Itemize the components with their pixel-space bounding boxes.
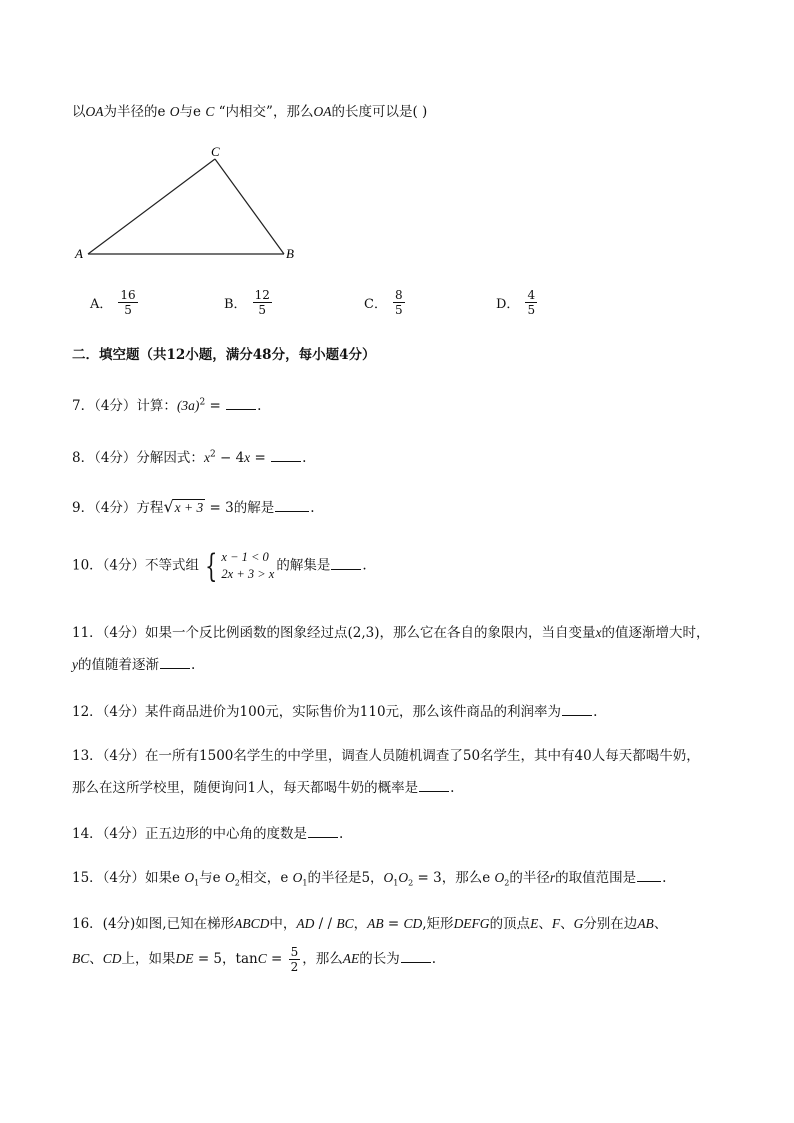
q15-sub-2: 2: [234, 878, 240, 888]
q15-circle-4: e: [482, 870, 491, 886]
option-d-den: 5: [527, 303, 536, 317]
q16-period: .: [431, 951, 437, 967]
q8-x2: x: [244, 450, 251, 465]
q15-mid4: ，那么: [441, 870, 483, 886]
q15-sub-3: 1: [302, 878, 308, 888]
vertex-c-label: C: [211, 144, 220, 159]
q12-period: .: [593, 704, 598, 720]
q15-r: r: [549, 870, 556, 885]
q15-period: .: [662, 870, 667, 886]
q16-p4: ,矩形: [422, 916, 454, 932]
question-13-line-2: [72, 776, 454, 796]
q15-o2-again: O: [494, 870, 505, 885]
option-b[interactable]: [224, 288, 274, 317]
q9-period: .: [310, 500, 315, 516]
q15-circle-3: e: [280, 870, 289, 886]
q11-line2-text: 的值随着逐渐: [78, 657, 159, 673]
q15-sub-1: 1: [194, 878, 200, 888]
q16-sep-2: 、: [560, 916, 574, 932]
q16-sep-3: 、: [89, 951, 103, 967]
q15-o1: O: [184, 870, 195, 885]
q13-line2: 那么在这所学校里，随便询问1人，每天都喝牛奶的概率是: [72, 780, 419, 796]
inequality-1: x − 1 < 0: [221, 550, 269, 564]
question-9: [72, 496, 315, 516]
q8-x: x: [203, 450, 210, 465]
q16-abcd: ABCD: [234, 916, 270, 931]
q11-mid: ，那么它在各自的象限内，当自变量: [379, 625, 596, 641]
q7-prefix: 7．（4分）计算：: [72, 398, 177, 414]
question-12: [72, 700, 597, 720]
q9-suffix: 的解是: [233, 500, 275, 516]
q16-l2-p1: 上，如果: [121, 951, 176, 967]
q16-ae: AE: [342, 951, 360, 966]
q16-tan-fraction: [289, 945, 301, 974]
q16-equals: =: [383, 916, 404, 932]
option-b-fraction: [253, 288, 272, 317]
q15-prefix: 15．（4分）如果: [72, 870, 173, 886]
q7-equals: =: [205, 398, 226, 414]
q15-mid1: 与: [199, 870, 213, 886]
q16-de: DE: [175, 951, 194, 966]
option-a[interactable]: [90, 288, 140, 317]
option-d-letter: D．: [496, 297, 520, 312]
q15-equals: = 3: [413, 870, 442, 886]
q11-var-x: x: [595, 625, 602, 640]
q15-circle-1: e: [172, 870, 181, 886]
question-11-line-1: [72, 621, 710, 641]
option-b-den: 5: [258, 303, 267, 317]
q11-point: (2,3): [347, 625, 380, 641]
q16-cd: CD: [403, 916, 423, 931]
q15-sub-6: 2: [504, 878, 510, 888]
sqrt-sign: √: [163, 497, 174, 516]
question-10: [72, 549, 367, 583]
q15-mid5: 的半径: [509, 870, 550, 886]
q15-o2: O: [224, 870, 235, 885]
q8-prefix: 8．（4分）分解因式：: [72, 450, 204, 466]
option-a-fraction: [118, 288, 137, 317]
vertex-b-label: B: [286, 246, 294, 261]
q8-minus-4: − 4: [215, 450, 245, 466]
q13-line1: 13．（4分）在一所有1500名学生的中学里，调查人员随机调查了50名学生，其中有40人每天都喝牛奶，: [72, 748, 700, 764]
q15-o1-again: O: [292, 870, 303, 885]
q16-frac-num: 5: [290, 945, 299, 959]
q8-period: .: [302, 450, 307, 466]
q6-c: C: [205, 104, 215, 119]
q6-text-1: 以: [72, 104, 86, 120]
q10-period: .: [362, 557, 367, 574]
q9-prefix: 9．（4分）方程: [72, 500, 164, 516]
q16-f: F: [551, 916, 561, 931]
question-16-line-1: [72, 912, 667, 932]
question-11-line-2: [72, 653, 195, 673]
question-7: [72, 394, 261, 414]
q16-frac-den: 2: [290, 960, 299, 974]
q15-sub-5: 2: [408, 878, 414, 888]
option-d-fraction: [525, 288, 537, 317]
q6-circle-symbol-2: e: [193, 104, 202, 120]
q16-p6: 分别在边: [583, 916, 638, 932]
q16-c: C: [257, 951, 267, 966]
inequality-system: [201, 549, 274, 583]
q9-equals: = 3: [205, 500, 234, 516]
option-c-den: 5: [394, 303, 403, 317]
option-b-num: 12: [254, 288, 270, 302]
q6-text-2: 为半径的: [103, 104, 158, 120]
question-13-line-1: [72, 744, 700, 764]
q16-p7: 、: [653, 916, 668, 932]
q10-suffix: 的解集是: [276, 557, 331, 574]
q16-p2: 中，: [269, 916, 297, 932]
q6-text-4: “内相交”，那么: [214, 104, 314, 120]
option-c-num: 8: [394, 288, 403, 302]
q16-l2-p3: =: [266, 951, 287, 967]
triangle-figure: [70, 140, 310, 270]
q16-l2-p4: ，那么: [302, 951, 343, 967]
q10-answer-blank[interactable]: [331, 568, 361, 570]
q14-text: 14．（4分）正五边形的中心角的度数是: [72, 826, 308, 842]
q12-answer-blank[interactable]: [562, 714, 592, 716]
option-b-letter: B．: [224, 297, 247, 312]
q15-sub-4: 1: [393, 878, 399, 888]
q16-l2-p5: 的长为: [359, 951, 400, 967]
q9-answer-blank[interactable]: [275, 510, 309, 512]
q15-circle-2: e: [212, 870, 221, 886]
q6-oa-2: OA: [313, 104, 332, 119]
q6-stem: [72, 100, 427, 120]
q16-tan: tan: [235, 951, 258, 967]
q11-suffix: 的值逐渐增大时，: [601, 625, 710, 641]
q16-defg: DEFG: [453, 916, 490, 931]
q16-parallel: / /: [314, 916, 337, 932]
question-15: [72, 866, 666, 888]
q8-equals: =: [250, 450, 271, 466]
q6-oa-1: OA: [85, 104, 104, 119]
q16-cd2: CD: [102, 951, 122, 966]
option-c-letter: C．: [364, 297, 387, 312]
option-a-letter: A．: [90, 297, 113, 312]
question-16-line-2: [72, 945, 436, 974]
vertex-a-label: A: [75, 246, 83, 261]
q15-suffix: 的取值范围是: [555, 870, 637, 886]
q15-answer-blank[interactable]: [637, 880, 661, 882]
q13-period: .: [450, 780, 455, 796]
option-d-num: 4: [527, 288, 536, 302]
q12-text: 12．（4分）某件商品进价为100元，实际售价为110元，那么该件商品的利润率为: [72, 704, 562, 720]
q16-bc: BC: [336, 916, 354, 931]
q6-circle-symbol-1: e: [157, 104, 166, 120]
q7-answer-blank[interactable]: [226, 408, 256, 410]
option-a-num: 16: [120, 288, 136, 302]
q6-text-3: 与: [179, 104, 194, 120]
question-8: [72, 446, 306, 466]
q16-p1: 16．(4分)如图,已知在梯形: [72, 916, 235, 932]
option-c-fraction: [393, 288, 405, 317]
q15-mid2: 相交，: [239, 870, 281, 886]
q16-l2-p2: = 5，: [193, 951, 236, 967]
q16-g: G: [573, 916, 584, 931]
option-d[interactable]: [496, 288, 539, 317]
side-ac: [88, 159, 215, 254]
q11-var-y: y: [72, 657, 78, 672]
q6-text-5: 的长度可以是( ): [331, 104, 428, 120]
q11-prefix: 11．（4分）如果一个反比例函数的图象经过点: [72, 625, 348, 641]
q14-answer-blank[interactable]: [308, 836, 338, 838]
q7-expr: (3a): [176, 398, 200, 413]
q11-answer-blank[interactable]: [160, 667, 190, 669]
option-c[interactable]: [364, 288, 407, 317]
q16-ad: AD: [296, 916, 315, 931]
q16-p3: ，: [353, 916, 368, 932]
q16-p5: 的顶点: [489, 916, 531, 932]
q16-bc2: BC: [72, 951, 90, 966]
q9-radicand: x + 3: [174, 500, 204, 515]
q15-seg-o2: O: [398, 870, 409, 885]
q7-period: .: [257, 398, 262, 414]
q16-e: E: [530, 916, 539, 931]
q16-answer-blank[interactable]: [401, 961, 431, 963]
q14-period: .: [339, 826, 344, 842]
q6-o: O: [169, 104, 180, 119]
question-14: [72, 822, 343, 842]
q15-mid3: 的半径是5，: [307, 870, 384, 886]
q11-period: .: [191, 657, 196, 673]
q16-ab2: AB: [637, 916, 654, 931]
q8-answer-blank[interactable]: [271, 460, 301, 462]
section-heading: 二．填空题（共12小题，满分48分，每小题4分）: [72, 347, 376, 363]
q8-exponent: 2: [209, 449, 216, 460]
side-cb: [215, 159, 284, 254]
option-a-den: 5: [124, 303, 132, 317]
q15-seg-o1: O: [383, 870, 394, 885]
q7-exponent: 2: [199, 397, 206, 408]
q16-ab: AB: [367, 916, 384, 931]
inequality-2: 2x + 3 > x: [221, 567, 275, 581]
q13-answer-blank[interactable]: [419, 790, 449, 792]
brace-icon: {: [205, 547, 218, 585]
q10-prefix: 10．（4分）不等式组: [72, 557, 200, 574]
q16-sep-1: 、: [538, 916, 552, 932]
